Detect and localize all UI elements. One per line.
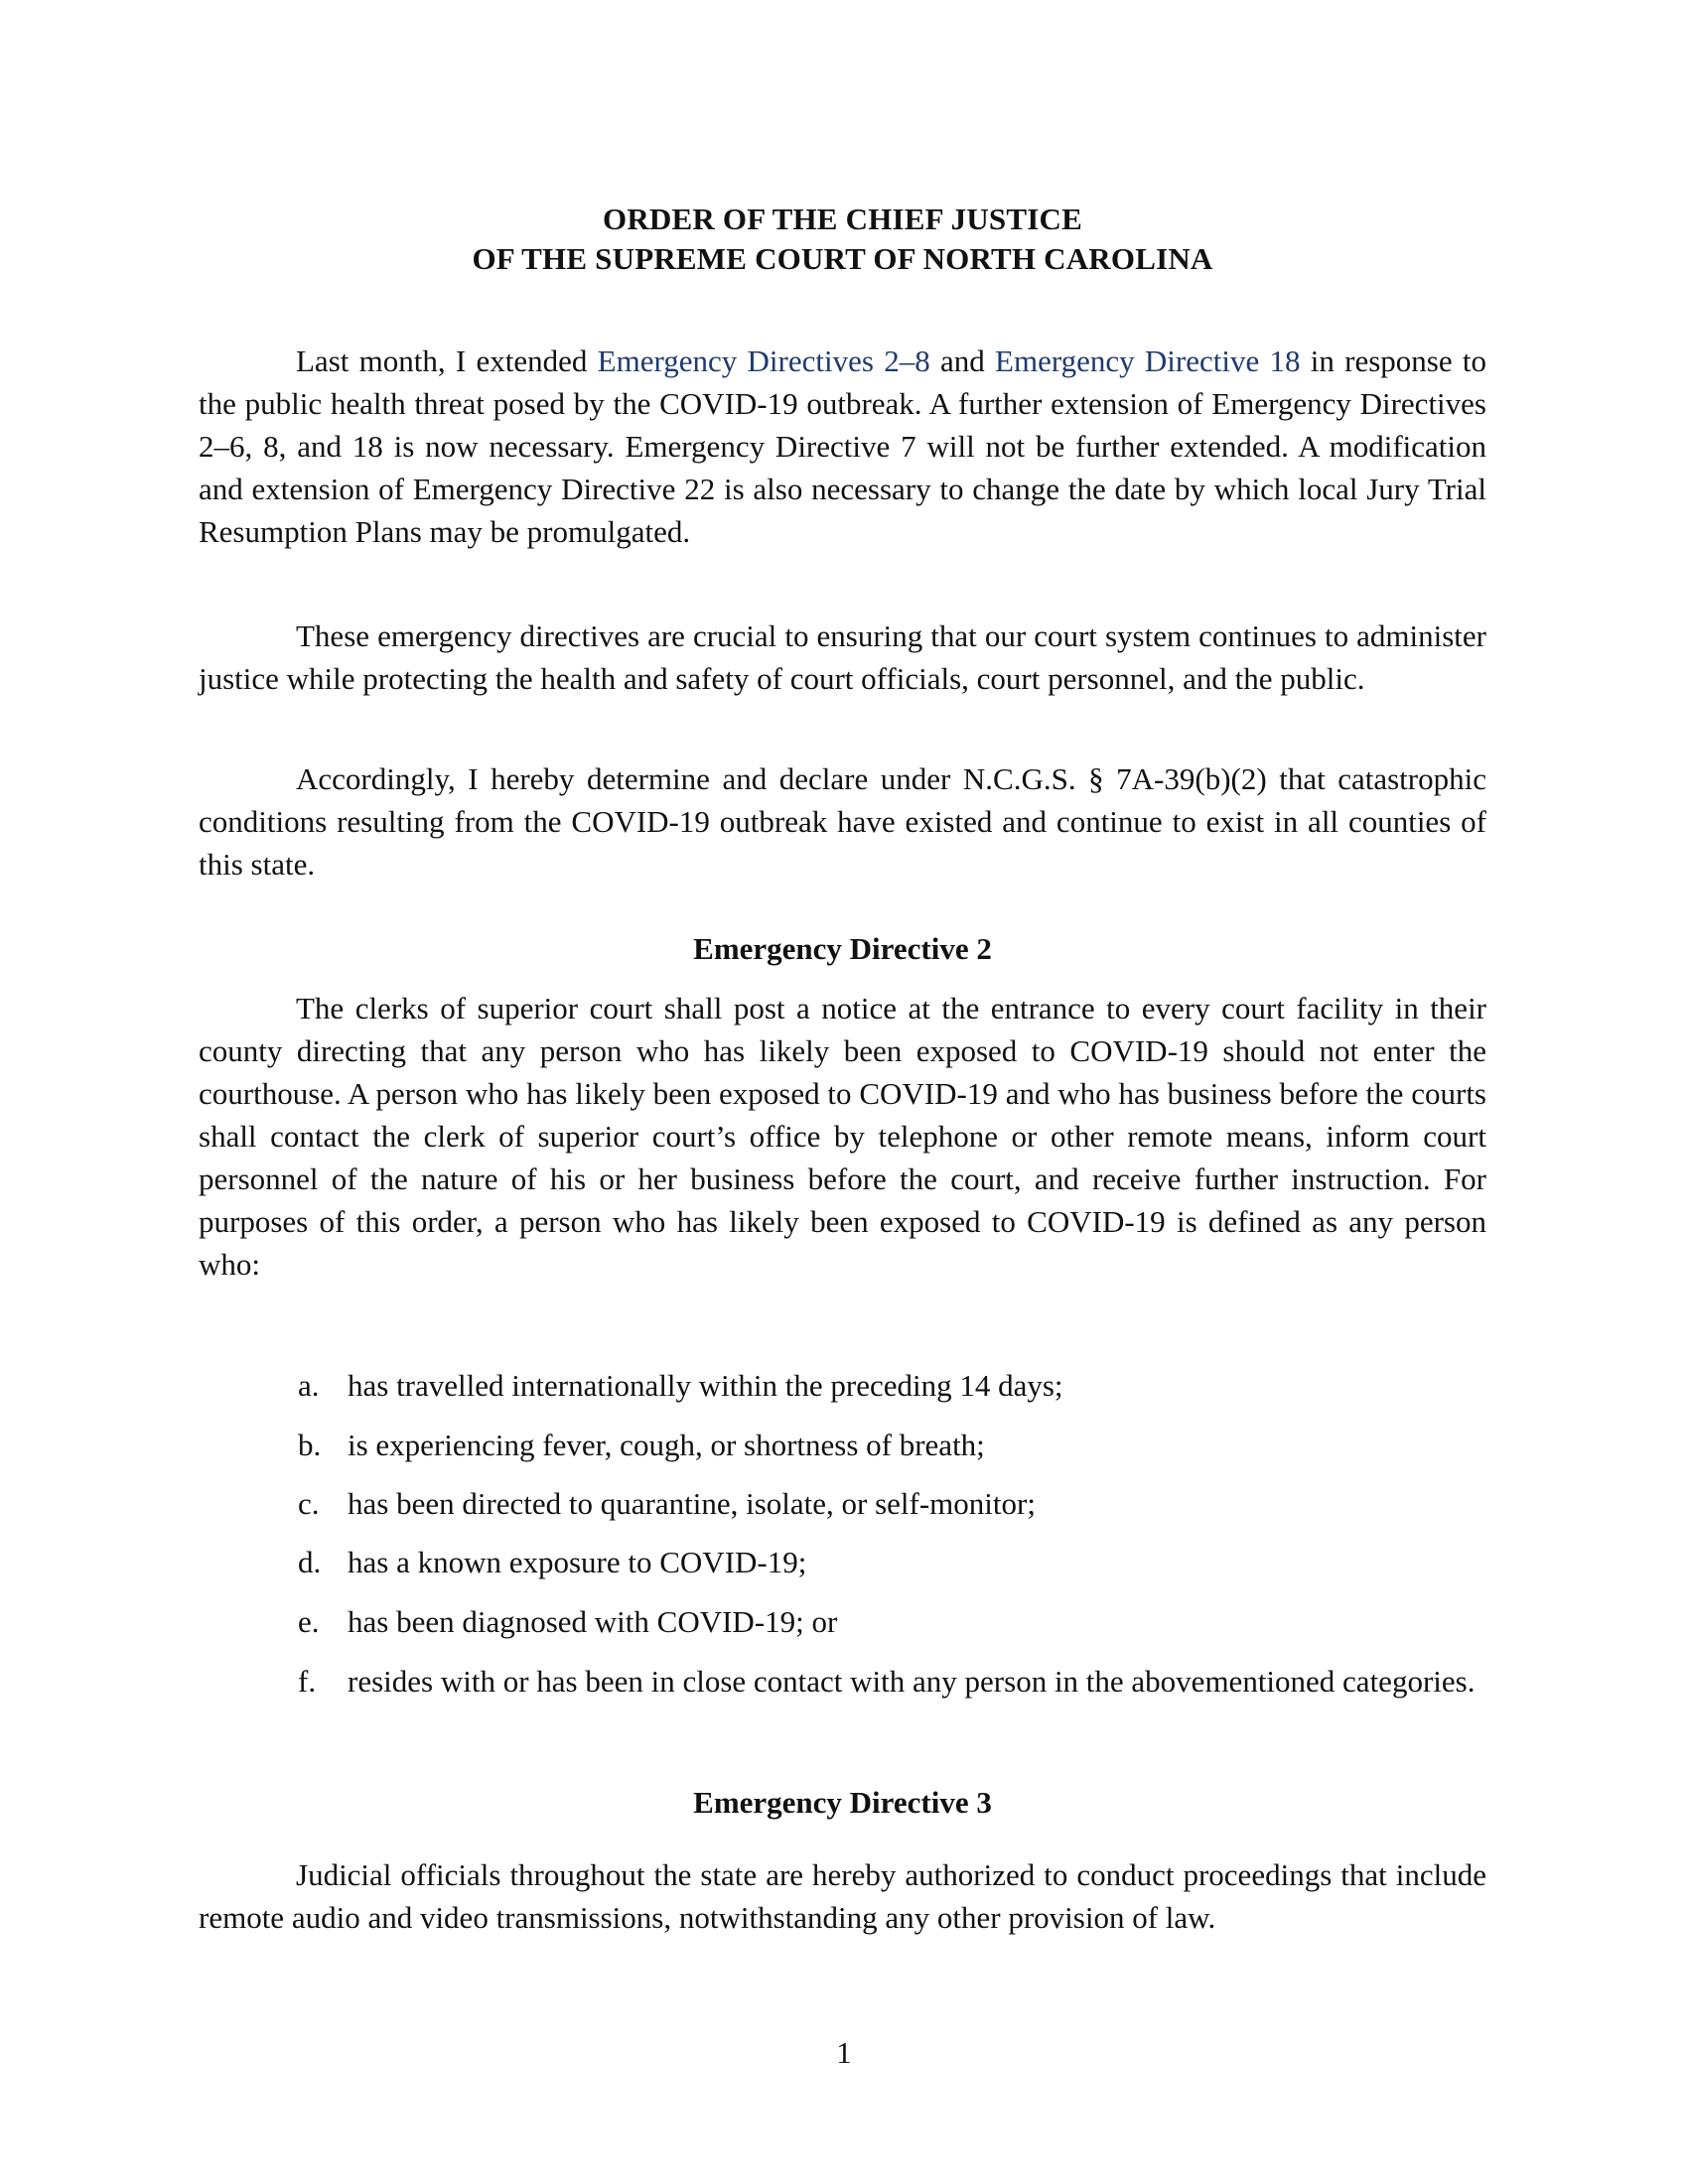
directive-2-body	[199, 987, 1486, 1286]
directive-3-body	[199, 1853, 1486, 1939]
title-line-1: ORDER OF THE CHIEF JUSTICE	[603, 202, 1082, 236]
list-item	[298, 1600, 1486, 1643]
list-item-text: has travelled internationally within the preceding 14 days;	[348, 1368, 1063, 1403]
intro-paragraph-1	[199, 340, 1486, 553]
intro-paragraph-1-text	[199, 340, 1486, 553]
directive-3-body-text: Judicial officials throughout the state are hereby authorized to conduct proceedings that include remote audio and video transmissions, notwithstanding any other provision of law.	[199, 1857, 1486, 1935]
intro-paragraph-3-text: Accordingly, I hereby determine and declare under N.C.G.S. § 7A-39(b)(2) that catastrophic conditions resulting from the COVID-19 outbreak have existed and continue to exist in all counties of this state.	[199, 761, 1486, 882]
directive-3-heading: Emergency Directive 3	[693, 1785, 992, 1820]
list-marker: c.	[298, 1486, 320, 1521]
list-item	[298, 1541, 1486, 1583]
list-item-text: has been diagnosed with COVID-19; or	[348, 1604, 838, 1639]
list-item	[298, 1482, 1486, 1525]
intro-text-before-links: Last month, I extended	[296, 343, 598, 378]
intro-text-after-links: in response to the public health threat posed by the COVID-19 outbreak. A further extension of Emergency Directives 2–6, 8, and 18 is now necessary. Emergency Directive 7 will not be further extended. A modification and extension of Emergency Directive 22 is also necessary to change the date by which local Jury Trial Resumption Plans may be promulgated.	[199, 343, 1487, 549]
directive-2-body-text: The clerks of superior court shall post a notice at the entrance to every court facility in their county directing that any person who has likely been exposed to COVID-19 should not enter the courthouse. A person who has likely been exposed to COVID-19 and who has business before the courts shall contact the clerk of superior court’s office by telephone or other remote means, inform court personnel of the nature of his or her business before the court, and receive further instruction. For purposes of this order, a person who has likely been exposed to COVID-19 is defined as any person who:	[199, 991, 1486, 1282]
list-item	[298, 1364, 1486, 1407]
intro-paragraph-2	[199, 614, 1486, 700]
list-item	[298, 1660, 1486, 1703]
document-title	[199, 200, 1486, 279]
list-marker: e.	[298, 1604, 320, 1639]
list-item-text: has been directed to quarantine, isolate, or self-monitor;	[348, 1486, 1036, 1521]
link-emergency-directive-18[interactable]: Emergency Directive 18	[995, 343, 1301, 378]
list-marker: a.	[298, 1368, 320, 1403]
intro-text-between-links: and	[929, 343, 996, 378]
intro-paragraph-3	[199, 757, 1486, 886]
directive-2-heading: Emergency Directive 2	[693, 931, 992, 966]
list-item-text: resides with or has been in close contact with any person in the abovementioned categories.	[348, 1664, 1476, 1699]
list-item-text: is experiencing fever, cough, or shortness of breath;	[348, 1428, 985, 1462]
page-number: 1	[836, 2035, 852, 2070]
title-line-2: OF THE SUPREME COURT OF NORTH CAROLINA	[472, 241, 1213, 276]
list-marker: b.	[298, 1428, 322, 1462]
link-emergency-directives-2-8[interactable]: Emergency Directives 2–8	[597, 343, 930, 378]
list-marker: d.	[298, 1545, 322, 1579]
intro-paragraph-2-text: These emergency directives are crucial to ensuring that our court system continues to administer justice while protecting the health and safety of court officials, court personnel, and the public.	[199, 618, 1486, 696]
list-item-text: has a known exposure to COVID-19;	[348, 1545, 807, 1579]
list-marker: f.	[298, 1664, 317, 1699]
list-item	[298, 1424, 1486, 1466]
